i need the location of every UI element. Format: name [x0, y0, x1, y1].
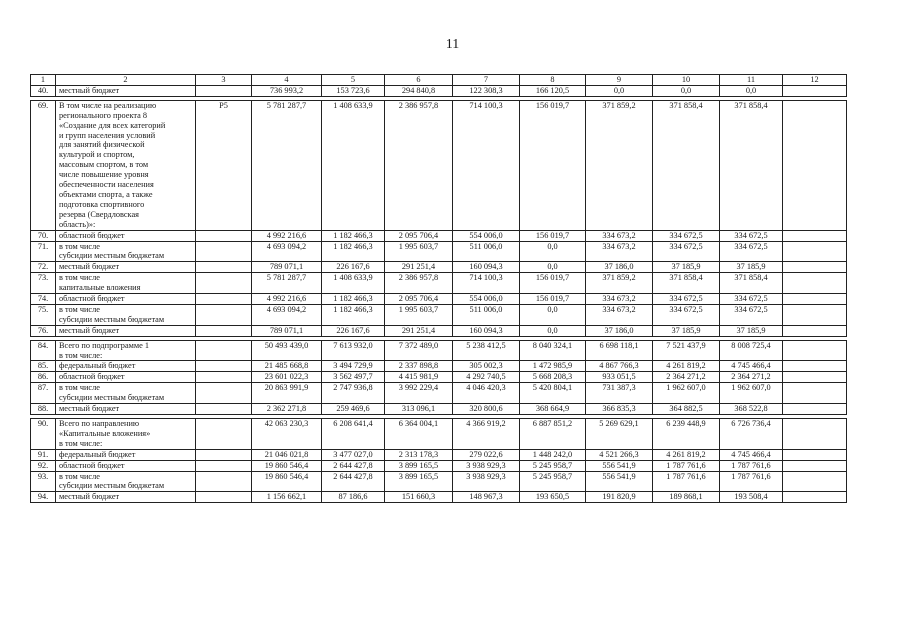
value-cell — [783, 241, 847, 262]
value-cell: 371 858,4 — [653, 273, 720, 294]
column-number-cell: 7 — [453, 75, 520, 86]
value-cell: 1 962 607,0 — [720, 383, 783, 404]
row-name: федеральный бюджет — [56, 449, 196, 460]
value-cell: 364 882,5 — [653, 404, 720, 415]
value-cell: 371 858,4 — [653, 100, 720, 230]
value-cell: 4 415 981,9 — [385, 372, 453, 383]
value-cell: 160 094,3 — [453, 262, 520, 273]
column-number-cell: 2 — [56, 75, 196, 86]
value-cell: 1 182 466,3 — [322, 294, 385, 305]
value-cell: 1 787 761,6 — [720, 460, 783, 471]
value-cell: 37 185,9 — [653, 262, 720, 273]
value-cell: 933 051,5 — [586, 372, 653, 383]
column-number-cell: 4 — [252, 75, 322, 86]
value-cell: 3 477 027,0 — [322, 449, 385, 460]
row-code — [196, 361, 252, 372]
row-number: 73. — [31, 273, 56, 294]
row-name: Всего по направлению «Капитальные вложения» в том числе: — [56, 419, 196, 450]
row-name: областной бюджет — [56, 230, 196, 241]
table-row — [31, 262, 847, 273]
value-cell: 2 364 271,2 — [653, 372, 720, 383]
table-row — [31, 241, 847, 262]
page-number: 11 — [445, 37, 460, 52]
value-cell: 37 186,0 — [586, 325, 653, 336]
value-cell: 2 386 957,8 — [385, 100, 453, 230]
value-cell: 0,0 — [520, 241, 586, 262]
value-cell: 291 251,4 — [385, 262, 453, 273]
value-cell: 305 002,3 — [453, 361, 520, 372]
value-cell: 511 006,0 — [453, 241, 520, 262]
value-cell: 50 493 439,0 — [252, 340, 322, 361]
value-cell: 6 698 118,1 — [586, 340, 653, 361]
value-cell: 368 664,9 — [520, 404, 586, 415]
value-cell: 4 867 766,3 — [586, 361, 653, 372]
value-cell: 1 156 662,1 — [252, 492, 322, 503]
row-name: местный бюджет — [56, 492, 196, 503]
value-cell: 5 245 958,7 — [520, 471, 586, 492]
value-cell: 320 800,6 — [453, 404, 520, 415]
value-cell: 6 239 448,9 — [653, 419, 720, 450]
value-cell: 6 364 004,1 — [385, 419, 453, 450]
value-cell: 313 096,1 — [385, 404, 453, 415]
row-number: 90. — [31, 419, 56, 450]
row-code — [196, 492, 252, 503]
value-cell: 0,0 — [520, 304, 586, 325]
table-row — [31, 325, 847, 336]
value-cell: 5 269 629,1 — [586, 419, 653, 450]
value-cell: 21 485 668,8 — [252, 361, 322, 372]
value-cell — [783, 372, 847, 383]
value-cell: 4 992 216,6 — [252, 230, 322, 241]
value-cell: 7 613 932,0 — [322, 340, 385, 361]
row-name: Всего по подпрограмме 1 в том числе: — [56, 340, 196, 361]
value-cell: 2 644 427,8 — [322, 460, 385, 471]
value-cell: 2 644 427,8 — [322, 471, 385, 492]
value-cell: 371 858,4 — [720, 273, 783, 294]
value-cell: 556 541,9 — [586, 471, 653, 492]
value-cell: 334 672,5 — [653, 304, 720, 325]
value-cell: 4 745 466,4 — [720, 449, 783, 460]
value-cell: 156 019,7 — [520, 100, 586, 230]
value-cell: 37 185,9 — [720, 325, 783, 336]
column-number-cell: 5 — [322, 75, 385, 86]
row-code — [196, 304, 252, 325]
value-cell: 42 063 230,3 — [252, 419, 322, 450]
table-row — [31, 419, 847, 450]
row-number: 70. — [31, 230, 56, 241]
value-cell: 294 840,8 — [385, 85, 453, 96]
value-cell: 1 787 761,6 — [653, 460, 720, 471]
value-cell: 37 185,9 — [720, 262, 783, 273]
row-code — [196, 372, 252, 383]
value-cell: 259 469,6 — [322, 404, 385, 415]
value-cell: 4 292 740,5 — [453, 372, 520, 383]
value-cell: 2 747 936,8 — [322, 383, 385, 404]
row-name: федеральный бюджет — [56, 361, 196, 372]
value-cell: 4 366 919,2 — [453, 419, 520, 450]
value-cell: 554 006,0 — [453, 230, 520, 241]
value-cell: 2 386 957,8 — [385, 273, 453, 294]
budget-table — [30, 74, 847, 503]
value-cell — [783, 340, 847, 361]
row-number: 75. — [31, 304, 56, 325]
value-cell: 731 387,3 — [586, 383, 653, 404]
value-cell: 2 095 706,4 — [385, 230, 453, 241]
value-cell: 1 787 761,6 — [720, 471, 783, 492]
value-cell: 4 693 094,2 — [252, 304, 322, 325]
row-code — [196, 419, 252, 450]
value-cell: 0,0 — [586, 85, 653, 96]
value-cell: 1 995 603,7 — [385, 241, 453, 262]
value-cell: 20 863 991,9 — [252, 383, 322, 404]
row-name: местный бюджет — [56, 404, 196, 415]
row-name: областной бюджет — [56, 460, 196, 471]
row-code — [196, 85, 252, 96]
value-cell — [783, 262, 847, 273]
value-cell: 2 313 178,3 — [385, 449, 453, 460]
value-cell: 1 962 607,0 — [653, 383, 720, 404]
value-cell: 371 859,2 — [586, 273, 653, 294]
row-name: областной бюджет — [56, 372, 196, 383]
row-code — [196, 262, 252, 273]
value-cell: 7 521 437,9 — [653, 340, 720, 361]
value-cell: 291 251,4 — [385, 325, 453, 336]
value-cell: 4 992 216,6 — [252, 294, 322, 305]
value-cell — [783, 471, 847, 492]
row-code — [196, 340, 252, 361]
value-cell: 226 167,6 — [322, 325, 385, 336]
value-cell: 193 650,5 — [520, 492, 586, 503]
row-name: в том числе капитальные вложения — [56, 273, 196, 294]
table-row — [31, 304, 847, 325]
value-cell: 5 781 287,7 — [252, 100, 322, 230]
row-number: 84. — [31, 340, 56, 361]
value-cell: 189 868,1 — [653, 492, 720, 503]
value-cell — [783, 492, 847, 503]
value-cell — [783, 419, 847, 450]
value-cell: 789 071,1 — [252, 262, 322, 273]
table-row — [31, 100, 847, 230]
row-code — [196, 325, 252, 336]
row-number: 40. — [31, 85, 56, 96]
row-number: 92. — [31, 460, 56, 471]
value-cell — [783, 404, 847, 415]
value-cell: 156 019,7 — [520, 230, 586, 241]
value-cell: 371 858,4 — [720, 100, 783, 230]
value-cell: 4 745 466,4 — [720, 361, 783, 372]
table-row — [31, 460, 847, 471]
row-code — [196, 404, 252, 415]
value-cell: 3 562 497,7 — [322, 372, 385, 383]
value-cell: 334 673,2 — [586, 304, 653, 325]
value-cell: 23 601 022,3 — [252, 372, 322, 383]
value-cell: 2 362 271,8 — [252, 404, 322, 415]
value-cell: 554 006,0 — [453, 294, 520, 305]
value-cell: 37 185,9 — [653, 325, 720, 336]
row-number: 94. — [31, 492, 56, 503]
value-cell: 21 046 021,8 — [252, 449, 322, 460]
value-cell: 122 308,3 — [453, 85, 520, 96]
value-cell: 6 726 736,4 — [720, 419, 783, 450]
row-number: 91. — [31, 449, 56, 460]
row-number: 71. — [31, 241, 56, 262]
value-cell: 3 992 229,4 — [385, 383, 453, 404]
table-row — [31, 230, 847, 241]
value-cell: 4 046 420,3 — [453, 383, 520, 404]
value-cell: 789 071,1 — [252, 325, 322, 336]
value-cell: 714 100,3 — [453, 273, 520, 294]
row-name: местный бюджет — [56, 262, 196, 273]
value-cell: 2 337 898,8 — [385, 361, 453, 372]
row-number: 69. — [31, 100, 56, 230]
value-cell: 334 672,5 — [653, 294, 720, 305]
value-cell: 6 208 641,4 — [322, 419, 385, 450]
table-row — [31, 492, 847, 503]
row-number: 93. — [31, 471, 56, 492]
value-cell: 1 995 603,7 — [385, 304, 453, 325]
value-cell: 19 860 546,4 — [252, 460, 322, 471]
value-cell: 153 723,6 — [322, 85, 385, 96]
value-cell: 3 899 165,5 — [385, 460, 453, 471]
row-code — [196, 230, 252, 241]
value-cell: 5 238 412,5 — [453, 340, 520, 361]
value-cell: 156 019,7 — [520, 273, 586, 294]
value-cell: 166 120,5 — [520, 85, 586, 96]
column-number-cell: 3 — [196, 75, 252, 86]
row-name: местный бюджет — [56, 325, 196, 336]
value-cell: 156 019,7 — [520, 294, 586, 305]
value-cell: 0,0 — [520, 325, 586, 336]
value-cell: 0,0 — [520, 262, 586, 273]
value-cell: 1 182 466,3 — [322, 304, 385, 325]
row-number: 72. — [31, 262, 56, 273]
value-cell: 226 167,6 — [322, 262, 385, 273]
value-cell: 4 261 819,2 — [653, 361, 720, 372]
column-number-cell: 9 — [586, 75, 653, 86]
column-number-cell: 1 — [31, 75, 56, 86]
row-code — [196, 383, 252, 404]
table-row — [31, 85, 847, 96]
value-cell — [783, 383, 847, 404]
value-cell: 368 522,8 — [720, 404, 783, 415]
table-row — [31, 361, 847, 372]
value-cell: 37 186,0 — [586, 262, 653, 273]
value-cell: 366 835,3 — [586, 404, 653, 415]
row-code — [196, 449, 252, 460]
table-row — [31, 404, 847, 415]
table-row — [31, 340, 847, 361]
value-cell: 1 408 633,9 — [322, 100, 385, 230]
value-cell — [783, 449, 847, 460]
value-cell: 193 508,4 — [720, 492, 783, 503]
value-cell — [783, 361, 847, 372]
column-number-cell: 10 — [653, 75, 720, 86]
value-cell: 334 672,5 — [720, 294, 783, 305]
row-name: в том числе субсидии местным бюджетам — [56, 383, 196, 404]
value-cell — [783, 294, 847, 305]
value-cell: 3 938 929,3 — [453, 460, 520, 471]
value-cell: 1 182 466,3 — [322, 241, 385, 262]
value-cell: 0,0 — [653, 85, 720, 96]
value-cell: 5 420 804,1 — [520, 383, 586, 404]
row-number: 88. — [31, 404, 56, 415]
value-cell — [783, 230, 847, 241]
row-name: областной бюджет — [56, 294, 196, 305]
value-cell: 4 693 094,2 — [252, 241, 322, 262]
value-cell: 334 672,5 — [720, 241, 783, 262]
value-cell: 5 781 287,7 — [252, 273, 322, 294]
row-code — [196, 273, 252, 294]
value-cell: 714 100,3 — [453, 100, 520, 230]
row-name: в том числе субсидии местным бюджетам — [56, 471, 196, 492]
value-cell: 1 472 985,9 — [520, 361, 586, 372]
value-cell: 8 040 324,1 — [520, 340, 586, 361]
row-code — [196, 460, 252, 471]
value-cell: 1 182 466,3 — [322, 230, 385, 241]
value-cell: 279 022,6 — [453, 449, 520, 460]
column-number-cell: 6 — [385, 75, 453, 86]
value-cell: 334 673,2 — [586, 230, 653, 241]
row-name: В том числе на реализацию регионального проекта 8 «Создание для всех категорий и групп населения условий для занятий физической культурой и спортом, массовым спортом, в том числе повышение уровня обеспеченности населения объектами спорта, а также подготовка спортивного резерва (Свердловская область)»: — [56, 100, 196, 230]
column-number-cell: 12 — [783, 75, 847, 86]
row-number: 76. — [31, 325, 56, 336]
row-code: P5 — [196, 100, 252, 230]
value-cell — [783, 273, 847, 294]
value-cell: 1 787 761,6 — [653, 471, 720, 492]
table-row — [31, 449, 847, 460]
row-code — [196, 294, 252, 305]
column-number-cell: 11 — [720, 75, 783, 86]
table-row — [31, 383, 847, 404]
value-cell: 2 364 271,2 — [720, 372, 783, 383]
value-cell: 4 521 266,3 — [586, 449, 653, 460]
row-number: 74. — [31, 294, 56, 305]
row-code — [196, 471, 252, 492]
value-cell — [783, 100, 847, 230]
value-cell: 148 967,3 — [453, 492, 520, 503]
value-cell: 334 672,5 — [653, 230, 720, 241]
value-cell: 334 672,5 — [653, 241, 720, 262]
row-code — [196, 241, 252, 262]
value-cell: 371 859,2 — [586, 100, 653, 230]
value-cell: 3 494 729,9 — [322, 361, 385, 372]
row-name: в том числе субсидии местным бюджетам — [56, 304, 196, 325]
table-row — [31, 471, 847, 492]
table-row — [31, 294, 847, 305]
value-cell: 4 261 819,2 — [653, 449, 720, 460]
value-cell: 556 541,9 — [586, 460, 653, 471]
value-cell: 511 006,0 — [453, 304, 520, 325]
value-cell: 5 668 208,3 — [520, 372, 586, 383]
table-row — [31, 273, 847, 294]
value-cell: 8 008 725,4 — [720, 340, 783, 361]
value-cell — [783, 304, 847, 325]
value-cell: 6 887 851,2 — [520, 419, 586, 450]
row-number: 85. — [31, 361, 56, 372]
value-cell: 0,0 — [720, 85, 783, 96]
value-cell: 160 094,3 — [453, 325, 520, 336]
value-cell — [783, 325, 847, 336]
value-cell: 2 095 706,4 — [385, 294, 453, 305]
value-cell: 5 245 958,7 — [520, 460, 586, 471]
value-cell: 1 408 633,9 — [322, 273, 385, 294]
value-cell — [783, 460, 847, 471]
value-cell: 3 899 165,5 — [385, 471, 453, 492]
value-cell: 191 820,9 — [586, 492, 653, 503]
value-cell — [783, 85, 847, 96]
value-cell: 1 448 242,0 — [520, 449, 586, 460]
value-cell: 334 673,2 — [586, 294, 653, 305]
value-cell: 151 660,3 — [385, 492, 453, 503]
value-cell: 736 993,2 — [252, 85, 322, 96]
value-cell: 334 673,2 — [586, 241, 653, 262]
row-number: 87. — [31, 383, 56, 404]
row-number: 86. — [31, 372, 56, 383]
row-name: местный бюджет — [56, 85, 196, 96]
column-number-cell: 8 — [520, 75, 586, 86]
value-cell: 3 938 929,3 — [453, 471, 520, 492]
value-cell: 334 672,5 — [720, 304, 783, 325]
value-cell: 19 860 546,4 — [252, 471, 322, 492]
table-row — [31, 372, 847, 383]
column-number-row — [31, 75, 847, 86]
value-cell: 334 672,5 — [720, 230, 783, 241]
row-name: в том числе субсидии местным бюджетам — [56, 241, 196, 262]
value-cell: 87 186,6 — [322, 492, 385, 503]
value-cell: 7 372 489,0 — [385, 340, 453, 361]
